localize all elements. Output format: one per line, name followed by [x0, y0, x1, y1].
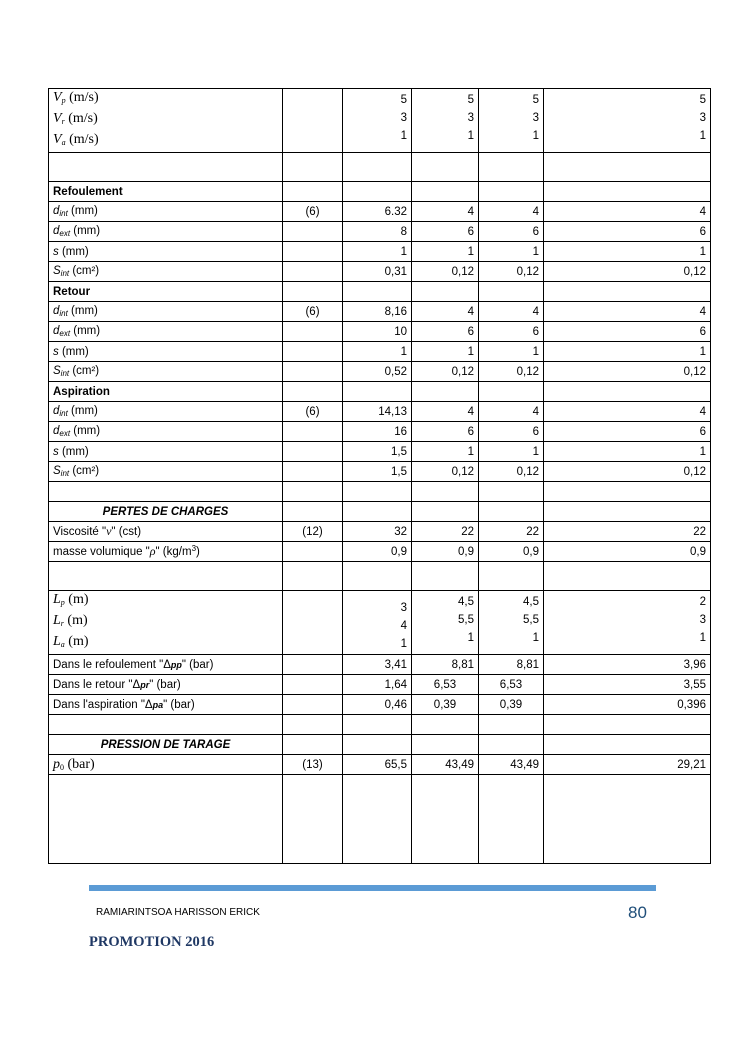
- length-col-3: 4,5 5,5 1: [479, 591, 544, 655]
- table-row: $d_{ext}$ (mm) 16 6 6 6: [49, 422, 711, 442]
- table-row: s (mm) 1,5 1 1 1: [49, 442, 711, 462]
- length-col-1: 3 4 1: [343, 591, 412, 655]
- velocity-col-1: 5 3 1: [343, 89, 412, 153]
- data-table: [48, 88, 711, 864]
- table-row: Dans le refoulement "Δpp" (bar) 3,41 8,81 8,81 3,96: [49, 655, 711, 675]
- footer-divider: [89, 885, 656, 891]
- table-row: $d_{int}$ (mm) (6) 6.32 4 4 4: [49, 202, 711, 222]
- viscosite-row: Viscosité "ν" (cst) (12) 32 22 22 22: [49, 522, 711, 542]
- table-row: $d_{ext}$ (mm) 10 6 6 6: [49, 322, 711, 342]
- table-row: $S_{int}$ (cm²) 1,5 0,12 0,12 0,12: [49, 462, 711, 482]
- length-col-2: 4,5 5,5 1: [412, 591, 479, 655]
- section-pertes: PERTES DE CHARGES: [49, 502, 283, 522]
- masse-row: masse volumique "ρ" $(kg/m^3)$ 0,9 0,9 0,9 0,9: [49, 542, 711, 562]
- table-row: Dans le retour "Δpr" (bar) 1,64 6,53 6,53 3,55: [49, 675, 711, 695]
- length-row: [49, 591, 711, 655]
- footer-promotion: PROMOTION 2016: [89, 934, 215, 950]
- table-row: $S_{int}$ (cm²) 0,31 0,12 0,12 0,12: [49, 262, 711, 282]
- table-row: $d_{int}$ (mm) (6) 14,13 4 4 4: [49, 402, 711, 422]
- section-pression: PRESSION DE TARAGE: [49, 735, 283, 755]
- p0-row: $p_0$ (bar) (13) 65,5 43,49 43,49 29,21: [49, 755, 711, 775]
- section-refoulement: Refoulement: [49, 182, 283, 202]
- table-row: s (mm) 1 1 1 1: [49, 242, 711, 262]
- table-row: s (mm) 1 1 1 1: [49, 342, 711, 362]
- velocity-col-3: 5 3 1: [479, 89, 544, 153]
- length-labels: $L_p$ (m) $L_r$ (m) $L_a$ (m): [49, 591, 283, 655]
- table-row: $d_{int}$ (mm) (6) 8,16 4 4 4: [49, 302, 711, 322]
- velocity-col-4: 5 3 1: [544, 89, 711, 153]
- footer-author: RAMIARINTSOA HARISSON ERICK: [96, 907, 260, 918]
- table-row: $S_{int}$ (cm²) 0,52 0,12 0,12 0,12: [49, 362, 711, 382]
- section-aspiration: Aspiration: [49, 382, 283, 402]
- table-row: Dans l'aspiration "Δpa" (bar) 0,46 0,39 0,39 0,396: [49, 695, 711, 715]
- length-col-4: 2 3 1: [544, 591, 711, 655]
- section-retour: Retour: [49, 282, 283, 302]
- table-row: $d_{ext}$ (mm) 8 6 6 6: [49, 222, 711, 242]
- velocity-labels: $V_p$ (m/s) $V_r$ (m/s) $V_a$ (m/s): [49, 89, 283, 153]
- velocity-row: [49, 89, 711, 153]
- page-number: 80: [628, 903, 647, 922]
- velocity-col-2: 5 3 1: [412, 89, 479, 153]
